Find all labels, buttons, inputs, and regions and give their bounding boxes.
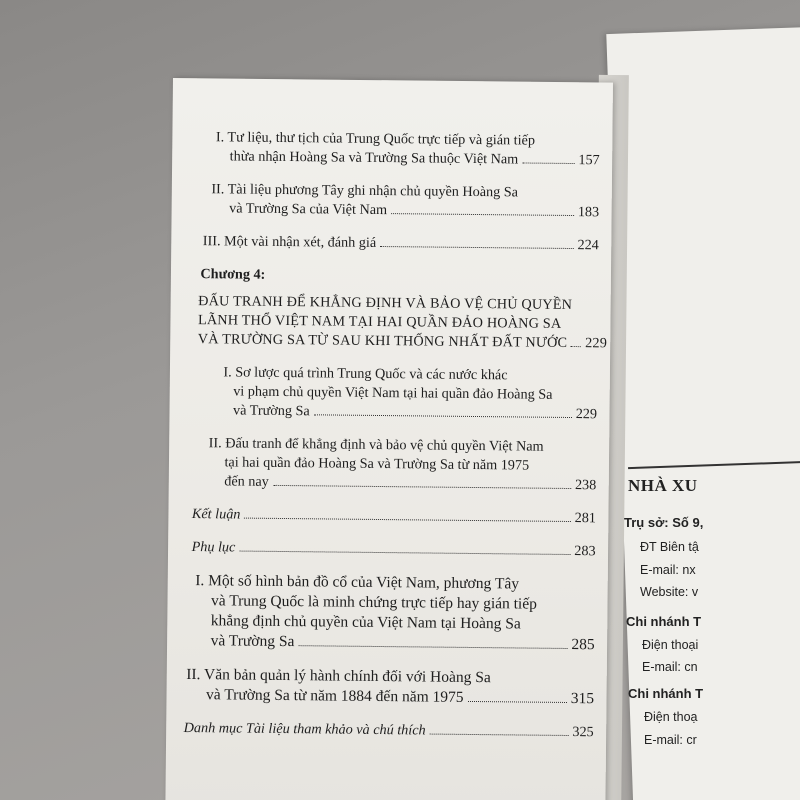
website: Website: v <box>640 585 699 599</box>
opposite-page <box>606 26 800 800</box>
page-number: 229 <box>585 335 608 352</box>
leader-dots <box>391 213 574 216</box>
leader-dots <box>298 645 567 649</box>
page-number: 224 <box>577 237 599 254</box>
head-office: Trụ sở: Số 9, <box>624 515 704 530</box>
toc-entry <box>185 571 596 655</box>
page-number: 285 <box>571 636 595 654</box>
toc-entry-line: II. Đấu tranh để khẳng định và bảo vệ chủ quyền Việt Nam <box>208 435 544 455</box>
toc-entry-line: tại hai quần đảo Hoàng Sa và Trường Sa từ năm 1975 <box>224 454 530 474</box>
toc-entry <box>189 232 599 255</box>
appendix-label: Phụ lục <box>191 539 236 556</box>
chapter-title-line: VÀ TRƯỜNG SA TỪ SAU KHI THỐNG NHẤT ĐẤT NƯỚC <box>197 331 568 351</box>
chapter-label: Chương 4: <box>200 266 266 283</box>
toc-entry-line: đến nay <box>224 473 269 490</box>
chapter-title <box>188 292 608 353</box>
toc-entry <box>186 434 597 495</box>
chapter-title-line: ĐẤU TRANH ĐỂ KHẲNG ĐỊNH VÀ BẢO VỆ CHỦ QUYỀN <box>198 293 573 314</box>
toc-entry-line: thừa nhận Hoàng Sa và Trường Sa thuộc Việt Nam <box>229 148 519 168</box>
page-number: 157 <box>578 152 600 169</box>
references-label: Danh mục Tài liệu tham khảo và chú thích <box>183 719 426 739</box>
leader-dots <box>244 518 570 522</box>
conclusion-label: Kết luận <box>191 506 241 523</box>
page-number: 283 <box>574 543 596 560</box>
leader-dots <box>314 414 572 418</box>
toc-entry-line: và Trường Sa của Việt Nam <box>229 200 388 219</box>
chapter-title-line: LÃNH THỔ VIỆT NAM TẠI HAI QUẦN ĐẢO HOÀNG SA <box>197 312 562 332</box>
page-number: 229 <box>575 406 598 423</box>
leader-dots <box>273 485 571 489</box>
leader-dots <box>522 162 574 164</box>
table-of-contents <box>183 128 608 742</box>
toc-entry-line: II. Tài liệu phương Tây ghi nhận chủ quyền Hoàng Sa <box>211 181 519 201</box>
page-number: 325 <box>572 724 594 741</box>
toc-entry <box>190 128 600 170</box>
toc-entry-line: I. Một số hình bản đồ cổ của Việt Nam, phương Tây <box>195 572 520 593</box>
toc-entry <box>184 665 594 709</box>
editor-email: E-mail: nx <box>640 563 696 577</box>
toc-entry-line: vi phạm chủ quyền Việt Nam tại hai quần đảo Hoàng Sa <box>233 383 553 403</box>
branch-2-phone: Điện thoạ <box>644 710 698 724</box>
toc-entry-line: III. Một vài nhận xét, đánh giá <box>202 233 377 251</box>
leader-dots <box>380 246 573 249</box>
branch-1-phone: Điện thoại <box>642 638 699 652</box>
toc-entry <box>189 180 599 222</box>
branch-2-email: E-mail: cr <box>644 733 697 747</box>
toc-entry <box>187 363 598 424</box>
page-number: 315 <box>570 690 595 708</box>
toc-entry-line: và Trung Quốc là minh chứng trực tiếp hay gián tiếp <box>210 592 538 613</box>
page-number: 238 <box>574 477 597 494</box>
leader-dots <box>468 701 567 703</box>
toc-entry-line: khẳng định chủ quyền của Việt Nam tại Hoàng Sa <box>210 612 521 633</box>
toc-entry-line: II. Văn bản quản lý hành chính đối với Hoàng Sa <box>186 665 491 687</box>
branch-2: Chi nhánh T <box>628 686 704 701</box>
toc-entry-line: I. Tư liệu, thư tịch của Trung Quốc trực tiếp và gián tiếp <box>215 129 536 149</box>
page-number: 281 <box>574 510 597 527</box>
publisher-name: NHÀ XU <box>628 476 698 495</box>
toc-entry-line: và Trường Sa từ năm 1884 đến năm 1975 <box>205 686 464 706</box>
toc-entry-line: I. Sơ lược quá trình Trung Quốc và các nước khác <box>223 364 508 384</box>
editor-phone: ĐT Biên tậ <box>640 540 699 554</box>
leader-dots <box>239 551 570 555</box>
toc-entry-line: và Trường Sa <box>232 402 310 420</box>
leader-dots <box>430 734 569 736</box>
page-number: 183 <box>577 204 600 221</box>
branch-1-email: E-mail: cn <box>642 660 698 674</box>
branch-1: Chi nhánh T <box>626 614 702 629</box>
toc-entry-line: và Trường Sa <box>210 632 295 651</box>
leader-dots <box>571 346 581 347</box>
